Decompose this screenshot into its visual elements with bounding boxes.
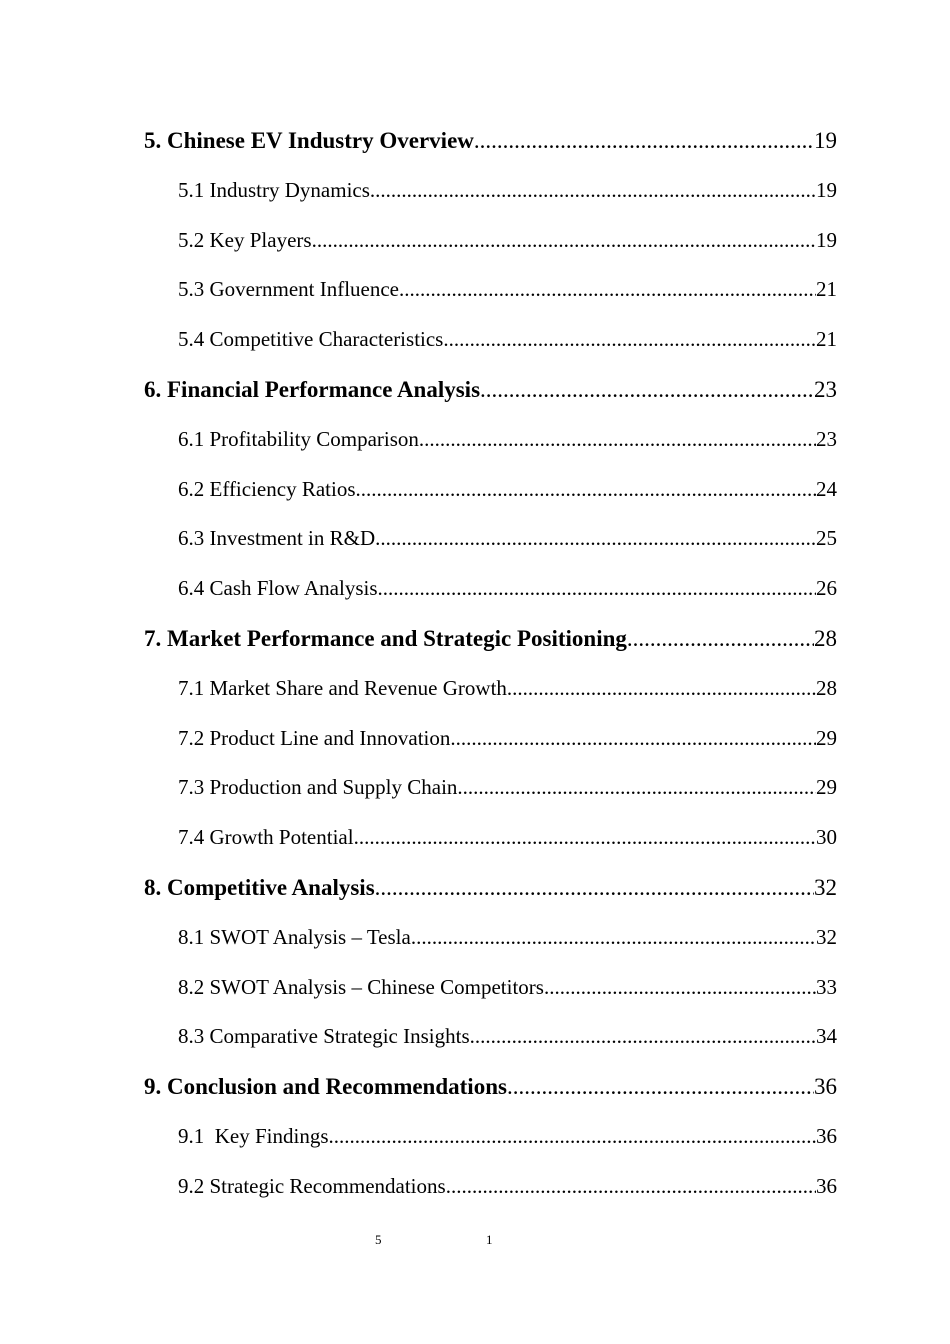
toc-entry-page-number: 28 — [816, 675, 837, 700]
toc-entry-page-number: 36 — [814, 1074, 837, 1100]
toc-dot-leader — [443, 315, 816, 365]
toc-subsection-entry[interactable] — [144, 913, 837, 963]
toc-entry-title: 8.3 Comparative Strategic Insights — [178, 1024, 470, 1049]
toc-entry-title: 8.2 SWOT Analysis – Chinese Competitors — [178, 974, 544, 999]
toc-entry-title: 5.3 Government Influence — [178, 277, 400, 302]
toc-section-entry[interactable] — [144, 614, 837, 664]
toc-subsection-entry[interactable] — [144, 1162, 837, 1212]
toc-entry-page-number: 33 — [816, 974, 837, 999]
toc-dot-leader — [446, 1162, 816, 1212]
toc-section-entry[interactable] — [144, 1062, 837, 1112]
toc-entry-page-number: 21 — [816, 277, 837, 302]
toc-entry-title: 7.4 Growth Potential — [178, 825, 354, 850]
toc-subsection-entry[interactable] — [144, 315, 837, 365]
toc-entry-title: 6.4 Cash Flow Analysis — [178, 576, 378, 601]
toc-subsection-entry[interactable] — [144, 1112, 837, 1162]
toc-entry-title: 6.1 Profitability Comparison — [178, 426, 419, 451]
toc-subsection-entry[interactable] — [144, 963, 837, 1013]
toc-entry-title: 5.4 Competitive Characteristics — [178, 327, 444, 352]
toc-dot-leader — [411, 913, 816, 963]
toc-entry-page-number: 29 — [816, 725, 837, 750]
toc-entry-page-number: 23 — [814, 376, 837, 402]
toc-entry-title: 7. Market Performance and Strategic Positioning — [144, 625, 627, 651]
toc-dot-leader — [375, 514, 816, 564]
toc-entry-page-number: 28 — [814, 625, 837, 651]
toc-entry-title: 6.2 Efficiency Ratios — [178, 476, 356, 501]
toc-dot-leader — [419, 415, 816, 465]
toc-section-entry[interactable] — [144, 863, 837, 913]
toc-entry-title: 6. Financial Performance Analysis — [144, 376, 481, 402]
toc-entry-title: 6.3 Investment in R&D — [178, 526, 376, 551]
toc-dot-leader — [507, 664, 816, 714]
toc-entry-title: 9. Conclusion and Recommendations — [144, 1074, 507, 1100]
toc-dot-leader — [370, 166, 816, 216]
toc-dot-leader — [312, 216, 816, 266]
toc-entry-page-number: 36 — [816, 1173, 837, 1198]
toc-subsection-entry[interactable] — [144, 714, 837, 764]
toc-dot-leader — [329, 1112, 816, 1162]
toc-entry-title: 9.2 Strategic Recommendations — [178, 1173, 446, 1198]
toc-dot-leader — [480, 365, 814, 415]
toc-entry-page-number: 25 — [816, 526, 837, 551]
toc-entry-page-number: 23 — [816, 426, 837, 451]
toc-subsection-entry[interactable] — [144, 1012, 837, 1062]
toc-subsection-entry[interactable] — [144, 564, 837, 614]
toc-dot-leader — [399, 265, 816, 315]
toc-entry-title: 7.1 Market Share and Revenue Growth — [178, 675, 507, 700]
toc-entry-page-number: 21 — [816, 327, 837, 352]
toc-dot-leader — [627, 614, 814, 664]
toc-dot-leader — [544, 963, 816, 1013]
toc-dot-leader — [375, 863, 814, 913]
toc-subsection-entry[interactable] — [144, 465, 837, 515]
toc-entry-title: 9.1 Key Findings — [178, 1123, 329, 1148]
toc-entry-title: 5.1 Industry Dynamics — [178, 177, 370, 202]
toc-subsection-entry[interactable] — [144, 813, 837, 863]
toc-entry-page-number: 26 — [816, 576, 837, 601]
toc-dot-leader — [378, 564, 816, 614]
footer-page-number-left: 5 — [375, 1232, 382, 1247]
toc-subsection-entry[interactable] — [144, 265, 837, 315]
toc-entry-page-number: 29 — [816, 775, 837, 800]
toc-entry-title: 8. Competitive Analysis — [144, 874, 375, 900]
toc-entry-page-number: 30 — [816, 825, 837, 850]
toc-entry-page-number: 34 — [816, 1024, 837, 1049]
toc-subsection-entry[interactable] — [144, 166, 837, 216]
toc-entry-title: 5. Chinese EV Industry Overview — [144, 128, 474, 153]
toc-subsection-entry[interactable] — [144, 664, 837, 714]
toc-dot-leader — [507, 1062, 814, 1112]
toc-dot-leader — [356, 465, 817, 515]
toc-subsection-entry[interactable] — [144, 514, 837, 564]
footer-page-number-right: 1 — [486, 1232, 493, 1247]
toc-section-entry[interactable] — [144, 365, 837, 415]
toc-entry-title: 7.2 Product Line and Innovation — [178, 725, 451, 750]
toc-section-entry[interactable] — [144, 116, 837, 166]
toc-entry-page-number: 32 — [814, 874, 837, 900]
toc-subsection-entry[interactable] — [144, 216, 837, 266]
toc-entry-title: 5.2 Key Players — [178, 227, 312, 252]
toc-entry-page-number: 19 — [816, 227, 837, 252]
toc-entry-title: 7.3 Production and Supply Chain — [178, 775, 458, 800]
toc-entry-page-number: 36 — [816, 1123, 837, 1148]
toc-subsection-entry[interactable] — [144, 763, 837, 813]
toc-dot-leader — [474, 116, 814, 166]
toc-entry-title: 8.1 SWOT Analysis – Tesla — [178, 924, 411, 949]
toc-dot-leader — [354, 813, 816, 863]
toc-entry-page-number: 19 — [816, 177, 837, 202]
table-of-contents — [144, 116, 837, 1212]
toc-dot-leader — [450, 714, 816, 764]
toc-dot-leader — [470, 1012, 816, 1062]
toc-dot-leader — [457, 763, 816, 813]
toc-entry-page-number: 24 — [816, 476, 837, 501]
toc-entry-page-number: 32 — [816, 924, 837, 949]
toc-entry-page-number: 19 — [814, 128, 837, 153]
toc-subsection-entry[interactable] — [144, 415, 837, 465]
